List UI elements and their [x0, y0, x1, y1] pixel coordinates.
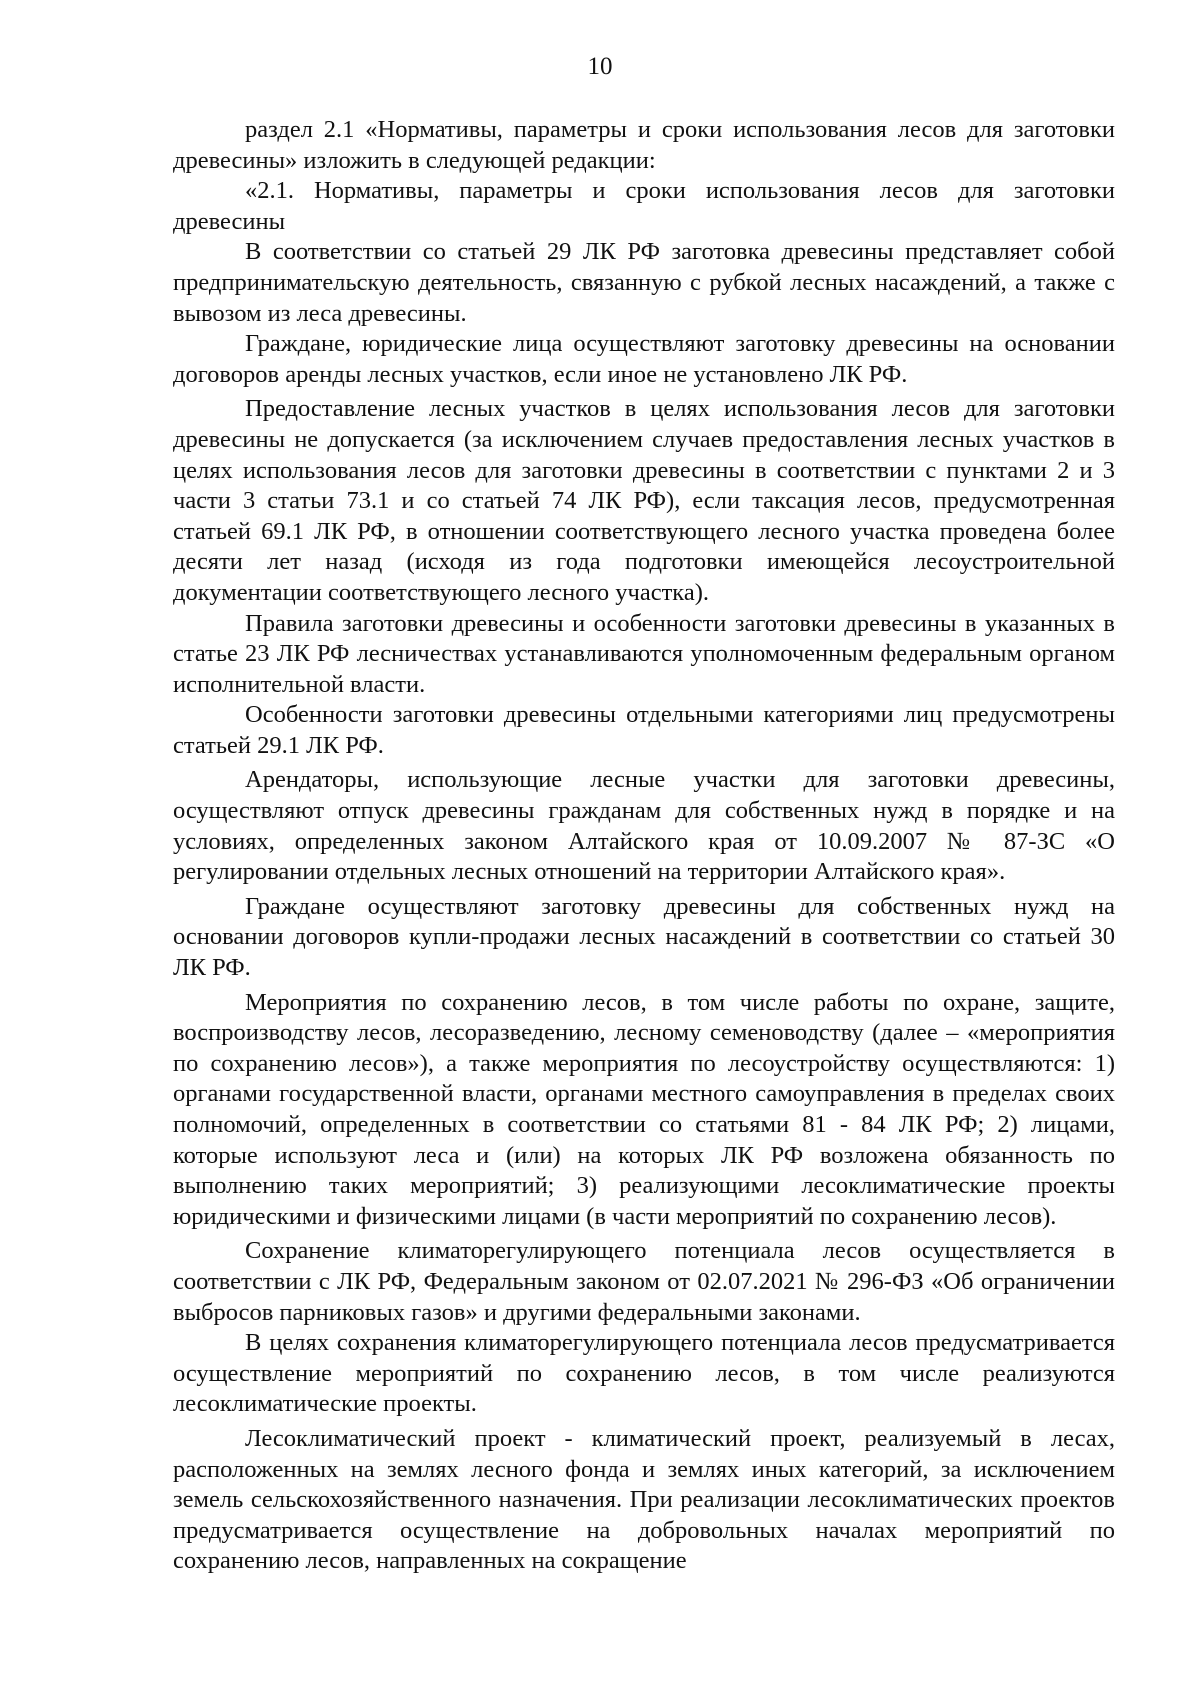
paragraph: Сохранение климаторегулирующего потенциала лесов осуществляется в соответствии с ЛК РФ, Федеральным законом от 02.07.2021 № 296-ФЗ «Об ограничении выбросов парниковых газов» и другими федеральными законами. — [173, 1237, 1115, 1326]
paragraph: Арендаторы, использующие лесные участки для заготовки древесины, осуществляют отпуск древесины гражданам для собственных нужд в порядке и на условиях, определенных законом Алтайского края от 10.09.2007 № 87-ЗС «О регулировании отдельных лесных отношений на территории Алтайского края». — [173, 766, 1115, 886]
section-heading: «2.1. Нормативы, параметры и сроки использования лесов для заготовки древесины — [173, 177, 1115, 235]
paragraph-intro: раздел 2.1 «Нормативы, параметры и сроки использования лесов для заготовки древесины» изложить в следующей редакции: — [173, 116, 1115, 174]
paragraph: Особенности заготовки древесины отдельными категориями лиц предусмотрены статьей 29.1 ЛК РФ. — [173, 701, 1115, 759]
paragraph: Граждане осуществляют заготовку древесины для собственных нужд на основании договоров купли-продажи лесных насаждений в соответствии со статьей 30 ЛК РФ. — [173, 892, 1115, 982]
paragraph: Граждане, юридические лица осуществляют заготовку древесины на основании договоров аренды лесных участков, если иное не установлено ЛК РФ. — [173, 330, 1115, 388]
paragraph: В целях сохранения климаторегулирующего потенциала лесов предусматривается осуществление мероприятий по сохранению лесов, в том числе реализуются лесоклиматические проекты. — [173, 1329, 1115, 1418]
paragraph: Правила заготовки древесины и особенности заготовки древесины в указанных в статье 23 ЛК РФ лесничествах устанавливаются уполномоченным федеральным органом исполнительной власти. — [173, 609, 1115, 698]
paragraph: Лесоклиматический проект - климатический проект, реализуемый в лесах, расположенных на землях лесного фонда и землях иных категорий, за исключением земель сельскохозяйственного назначения. При реализации лесоклиматических проектов предусматривается осуществление на добровольных началах мероприятий по сохранению лесов, направленных на сокращение — [173, 1424, 1115, 1575]
document-body — [173, 115, 1115, 1577]
paragraph: Мероприятия по сохранению лесов, в том числе работы по охране, защите, воспроизводству лесов, лесоразведению, лесному семеноводству (далее – «мероприятия по сохранению лесов»), а также мероприятия по лесоустройству осуществляются: 1) органами государственной власти, органами местного самоуправления в пределах своих полномочий, определенных в соответствии со статьями 81 - 84 ЛК РФ; 2) лицами, которые используют леса и (или) на которых ЛК РФ возложена обязанность по выполнению таких мероприятий; 3) реализующими лесоклиматические проекты юридическими и физическими лицами (в части мероприятий по сохранению лесов). — [173, 988, 1115, 1230]
paragraph: В соответствии со статьей 29 ЛК РФ заготовка древесины представляет собой предпринимательскую деятельность, связанную с рубкой лесных насаждений, а также с вывозом из леса древесины. — [173, 238, 1115, 327]
page-number: 10 — [587, 53, 613, 80]
paragraph: Предоставление лесных участков в целях использования лесов для заготовки древесины не допускается (за исключением случаев предоставления лесных участков в целях использования лесов для заготовки древесины в соответствии с пунктами 2 и 3 части 3 статьи 73.1 и со статьей 74 ЛК РФ), если таксация лесов, предусмотренная статьей 69.1 ЛК РФ, в отношении соответствующего лесного участка проведена более десяти лет назад (исходя из года подготовки имеющейся лесоустроительной документации соответствующего лесного участка). — [173, 395, 1115, 606]
